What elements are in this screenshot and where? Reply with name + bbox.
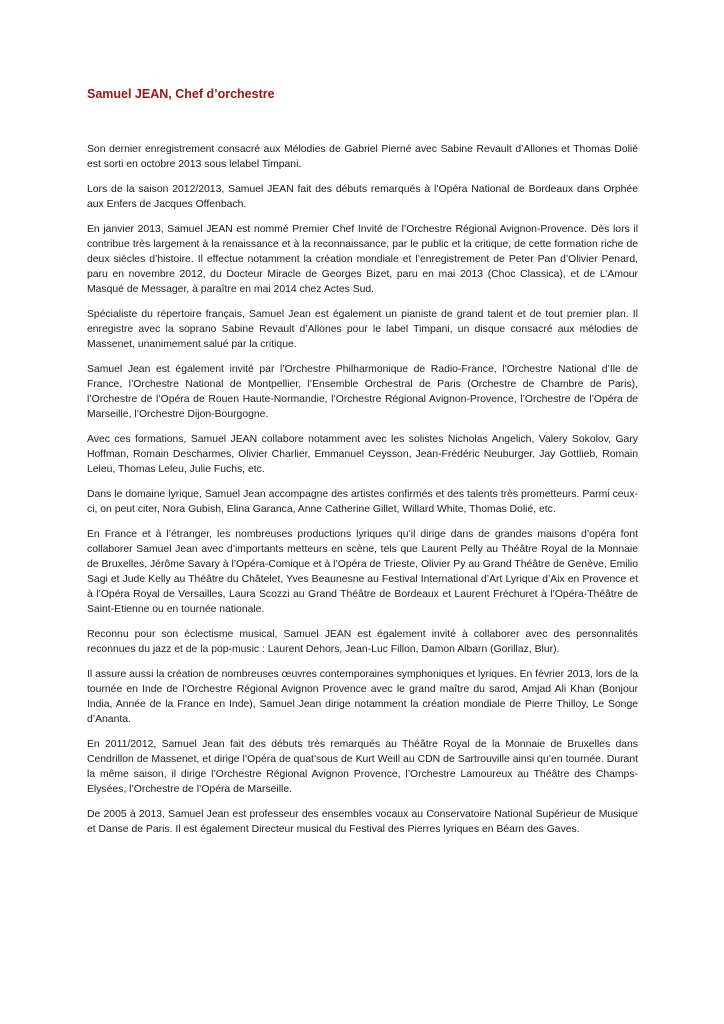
paragraph-avignon-appointment: En janvier 2013, Samuel JEAN est nommé Premier Chef Invité de l’Orchestre Régional Avignon-Provence. Dès lors il contribue très largement à la renaissance et à la reconnaissance, par le public et la critique, de cette formation riche de deux siècles d’histoire. Il effectue notamment la création mondiale et l’enregistrement de Peter Pan d’Olivier Penard, paru en novembre 2012, du Docteur Miracle de Georges Bizet, paru en mai 2013 (Choc Classica), et de L’Amour Masqué de Messager, à paraître en mai 2014 chez Actes Sud. <box>87 224 638 295</box>
paragraph-2011-2012: En 2011/2012, Samuel Jean fait des débuts très remarqués au Théâtre Royal de la Monnaie de Bruxelles dans Cendrillon de Massenet, et dirige l’Opéra de quat’sous de Kurt Weill au CDN de Sartrouville ainsi qu’en tournée. Durant la même saison, il dirige l’Orchestre Régional Avignon Provence, l’Orchestre Lamoureux au Théâtre des Champs-Elysées, l’Orchestre de l’Opéra de Marseille. <box>87 739 638 795</box>
paragraph-jazz-pop: Reconnu pour son éclectisme musical, Samuel JEAN est également invité à collaborer avec des personnalités reconnues du jazz et de la pop-music : Laurent Dehors, Jean-Luc Fillon, Damon Albarn (Gorillaz, Blur). <box>87 629 638 655</box>
paragraph-recording: Son dernier enregistrement consacré aux Mélodies de Gabriel Pierné avec Sabine Revault d’Allones et Thomas Dolié est sorti en octobre 2013 sous lelabel Timpani. <box>87 144 638 170</box>
paragraph-conservatoire: De 2005 à 2013, Samuel Jean est professeur des ensembles vocaux au Conservatoire National Supérieur de Musique et Danse de Paris. Il est également Directeur musical du Festival des Pierres lyriques en Béarn des Gaves. <box>87 809 638 835</box>
paragraph-pianist: Spécialiste du répertoire français, Samuel Jean est également un pianiste de grand talent et de tout premier plan. Il enregistre avec la soprano Sabine Revault d’Allones pour le label Timpani, un disque consacré aux mélodies de Massenet, unanimement salué par la critique. <box>87 309 638 350</box>
paragraph-contemporary: Il assure aussi la création de nombreuses œuvres contemporaines symphoniques et lyriques. En février 2013, lors de la tournée en Inde de l’Orchestre Régional Avignon Provence avec le grand maître du sarod, Amjad Ali Khan (Bonjour India, Année de la France en Inde), Samuel Jean dirige notamment la création mondiale de Pierre Thilloy, Le Songe d’Ananta. <box>87 669 638 725</box>
paragraph-soloists: Avec ces formations, Samuel JEAN collabore notamment avec les solistes Nicholas Angelich, Valery Sokolov, Gary Hoffman, Romain Descharmes, Olivier Charlier, Emmanuel Ceysson, Jean-Frédéric Neuburger, Jay Gottlieb, Romain Leleu, Thomas Leleu, Julie Fuchs, etc. <box>87 434 638 475</box>
paragraph-bordeaux-debut: Lors de la saison 2012/2013, Samuel JEAN fait des débuts remarqués à l’Opéra National de Bordeaux dans Orphée aux Enfers de Jacques Offenbach. <box>87 184 638 210</box>
paragraph-productions: En France et à l’étranger, les nombreuses productions lyriques qu’il dirige dans de grandes maisons d’opéra font collaborer Samuel Jean avec d’importants metteurs en scène, tels que Laurent Pelly au Théâtre Royal de la Monnaie de Bruxelles, Jérôme Savary à l’Opéra-Comique et à l’Opéra de Trieste, Olivier Py au Grand Théâtre de Genève, Emilio Sagi et Jude Kelly au Théâtre du Châtelet, Yves Beaunesne au Festival International d’Art Lyrique d’Aix en Provence et à l’Opéra Royal de Versailles, Laura Scozzi au Grand Théâtre de Bordeaux et Laurent Fréchuret à l’Opéra-Théâtre de Saint-Etienne ou en tournée nationale. <box>87 529 638 615</box>
paragraph-lyric-artists: Dans le domaine lyrique, Samuel Jean accompagne des artistes confirmés et des talents très prometteurs. Parmi ceux-ci, on peut citer, Nora Gubish, Elina Garanca, Anne Catherine Gillet, Willard White, Thomas Dolié, etc. <box>87 489 638 515</box>
paragraph-orchestras: Samuel Jean est également invité par l’Orchestre Philharmonique de Radio-France, l’Orchestre National d’Ile de France, l’Orchestre National de Montpellier, l’Ensemble Orchestral de Paris (Orchestre de Chambre de Paris), l’Orchestre de l’Opéra de Rouen Haute-Normandie, l’Orchestre Régional Avignon-Provence, l’Orchestre de l’Opéra de Marseille, l’Orchestre Dijon-Bourgogne. <box>87 364 638 420</box>
document-page <box>87 86 638 847</box>
document-title: Samuel JEAN, Chef d’orchestre <box>87 87 275 101</box>
